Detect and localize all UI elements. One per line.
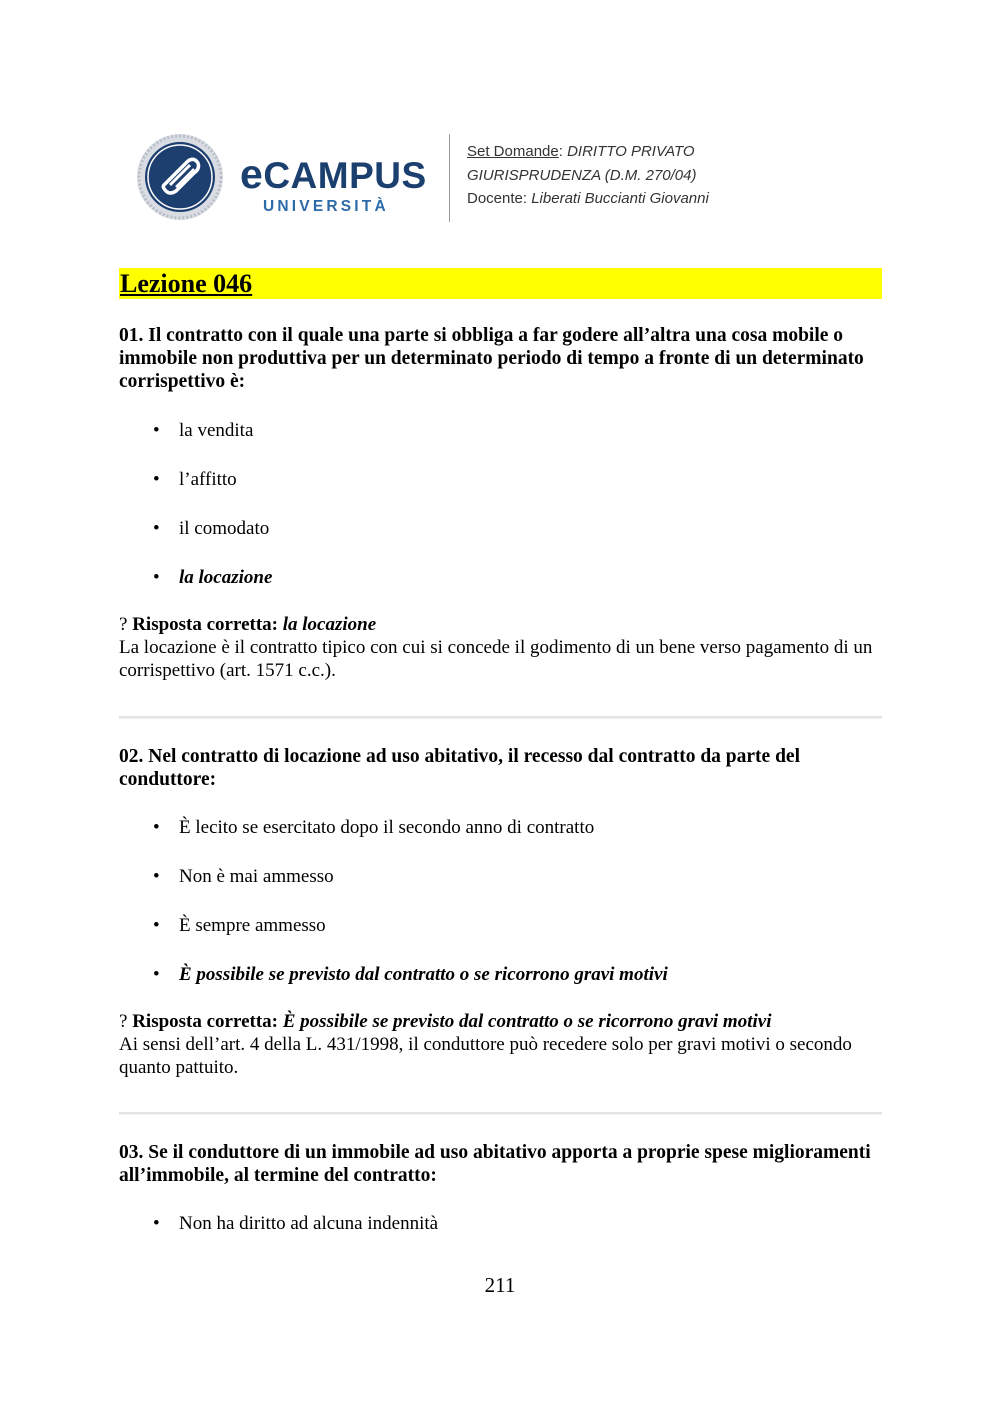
question-1-explanation: La locazione è il contratto tipico con cui si concede il godimento di un bene verso pagamento di un corrispettivo (art. 1571 c.c.). [119, 637, 873, 681]
question-2-option-3: • È sempre ammesso [153, 915, 326, 936]
question-1-option-4-correct: • la locazione [153, 567, 273, 588]
ecampus-seal-logo [136, 133, 224, 221]
question-2-explanation: Ai sensi dell’art. 4 della L. 431/1998, il conduttore può recedere solo per gravi motivi o secondo quanto pattuito. [119, 1034, 852, 1078]
lesson-heading [119, 268, 882, 299]
question-1-title: 01. Il contratto con il quale una parte si obbliga a far godere all’altra una cosa mobile o immobile non produttiva per un determinato periodo di tempo a fronte di un determinato corrispettivo è: [119, 325, 864, 392]
course-info: Set Domande: DIRITTO PRIVATO GIURISPRUDENZA (D.M. 270/04) Docente: Liberati Buccianti Giovanni [467, 143, 709, 207]
page-number: 211 [484, 1273, 516, 1297]
question-2-title: 02. Nel contratto di locazione ad uso abitativo, il recesso dal contratto da parte del conduttore: [119, 746, 800, 790]
question-2-answer: ? Risposta corretta: È possibile se previsto dal contratto o se ricorrono gravi motivi Ai sensi dell’art. 4 della L. 431/1998, il conduttore può recedere solo per gravi motivi o secondo quanto pattuito. [119, 1011, 852, 1078]
separator-1 [119, 716, 882, 719]
header-divider [449, 134, 450, 222]
question-1-option-1: • la vendita [153, 420, 254, 441]
question-3-title: 03. Se il conduttore di un immobile ad uso abitativo apporta a proprie spese miglioramenti all’immobile, al termine del contratto: [119, 1142, 871, 1186]
question-2-option-1: • È lecito se esercitato dopo il secondo anno di contratto [153, 817, 595, 838]
lesson-title: Lezione 046 [120, 269, 253, 298]
question-2-option-4-correct: • È possibile se previsto dal contratto o se ricorrono gravi motivi [153, 964, 668, 985]
question-1-option-3: • il comodato [153, 518, 270, 539]
question-2-option-2: • Non è mai ammesso [153, 866, 334, 887]
ecampus-wordmark: eCAMPUS [240, 151, 427, 197]
separator-2 [119, 1112, 882, 1115]
ecampus-subtitle: UNIVERSITÀ [263, 198, 389, 215]
question-3-option-1: • Non ha diritto ad alcuna indennità [153, 1213, 439, 1234]
question-1-option-2: • l’affitto [153, 469, 237, 490]
question-1-answer: ? Risposta corretta: la locazione La locazione è il contratto tipico con cui si concede il godimento di un bene verso pagamento di un corrispettivo (art. 1571 c.c.). [119, 614, 873, 681]
document-header [136, 128, 756, 228]
